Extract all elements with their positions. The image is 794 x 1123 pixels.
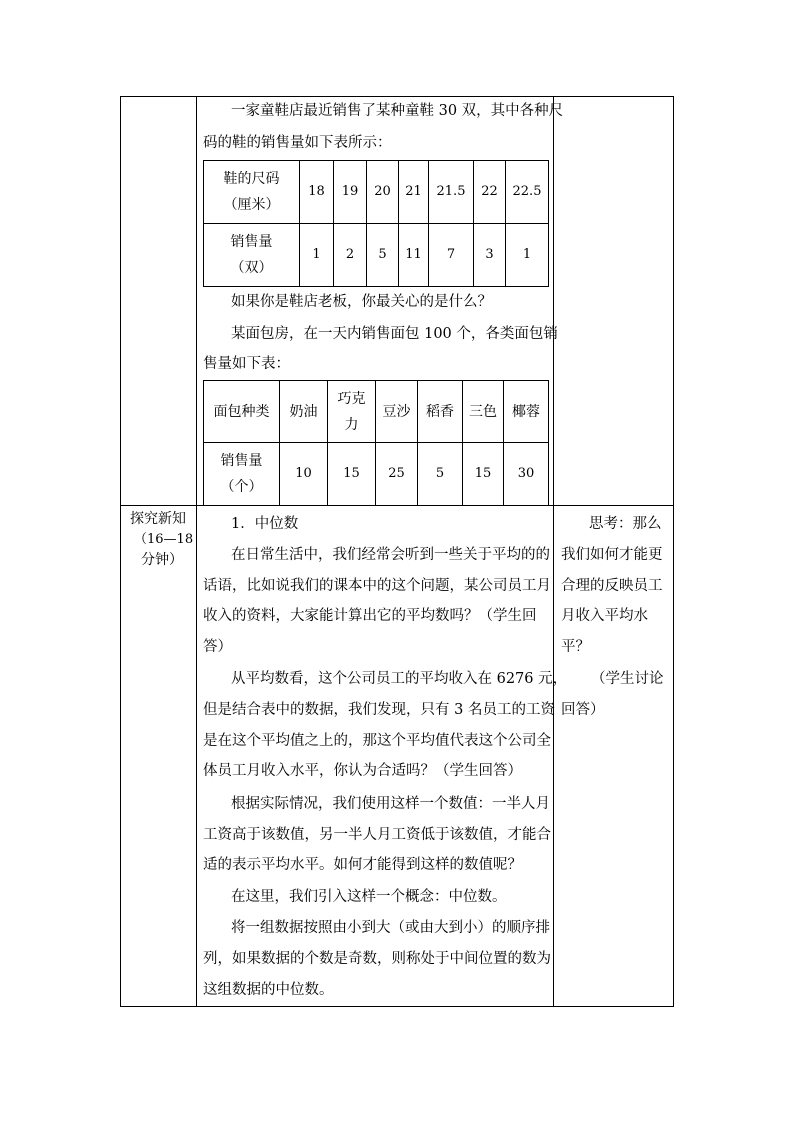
note-line: 思考：那么 (589, 516, 662, 532)
shoe-sales-cell: 5 (367, 224, 399, 287)
note-line: 合理的反映员工 (561, 578, 663, 594)
note-line: （学生讨论 (591, 671, 664, 687)
note-line: 回答） (561, 702, 605, 718)
shoe-sales-cell: 11 (399, 224, 429, 287)
size-cell: 18 (300, 161, 334, 224)
bread-sales-header-label: 销售量 (220, 453, 263, 469)
size-header-cell (204, 161, 300, 224)
size-cell: 21.5 (429, 161, 474, 224)
bread-type-header-cell: 面包种类 (204, 381, 280, 443)
column-divider-right (553, 96, 554, 1007)
shoe-sales-header-unit: （双） (230, 260, 273, 276)
note-line: 我们如何才能更 (561, 547, 663, 563)
size-cell: 22.5 (506, 161, 549, 224)
shoe-sales-cell: 1 (506, 224, 549, 287)
bread-sales-cell: 25 (376, 443, 418, 506)
note-line: 平？ (561, 639, 590, 655)
bread-type-cell: 椰蓉 (504, 381, 549, 443)
body-line: 工资高于该数值，另一半人月工资低于该数值，才能合 (203, 827, 551, 843)
shoe-question: 如果你是鞋店老板，你最关心的是什么？ (231, 294, 492, 310)
size-cell: 19 (334, 161, 367, 224)
bread-type-cell: 奶油 (280, 381, 328, 443)
shoe-intro-line-1: 一家童鞋店最近销售了某种童鞋 30 双，其中各种尺 (231, 103, 564, 119)
stage-label-line-1: 探究新知 (130, 511, 186, 527)
shoe-sales-header-cell (204, 224, 300, 287)
size-header-label: 鞋的尺码 (223, 171, 280, 187)
bread-sales-header-cell (204, 443, 280, 506)
body-line: 在这里，我们引入这样一个概念：中位数。 (231, 889, 507, 905)
size-cell: 20 (367, 161, 399, 224)
bread-type-cell: 稻香 (418, 381, 463, 443)
stage-label-line-2: （16—18 (134, 532, 194, 547)
body-line: 根据实际情况，我们使用这样一个数值：一半人月 (231, 796, 550, 812)
shoe-sales-cell: 1 (300, 224, 334, 287)
body-line: 1．中位数 (231, 516, 299, 532)
body-line: 这组数据的中位数。 (203, 982, 334, 998)
body-line: 是在这个平均值之上的，那这个平均值代表这个公司全 (203, 733, 551, 749)
bread-sales-table (203, 380, 549, 506)
body-line: 将一组数据按照由小到大（或由大到小）的顺序排 (231, 920, 550, 936)
bread-sales-cell: 15 (463, 443, 504, 506)
stage-label-line-3: 分钟） (141, 552, 183, 568)
size-cell: 22 (474, 161, 506, 224)
bread-intro-line-1: 某面包房，在一天内销售面包 100 个，各类面包销 (231, 326, 558, 342)
shoe-sales-header-label: 销售量 (230, 234, 273, 250)
bread-sales-cell: 15 (328, 443, 376, 506)
body-line: 答） (203, 639, 232, 655)
body-line: 话语，比如说我们的课本中的这个问题，某公司员工月 (203, 578, 551, 594)
body-line: 列，如果数据的个数是奇数，则称处于中间位置的数为 (203, 951, 551, 967)
shoe-sales-cell: 3 (474, 224, 506, 287)
shoe-intro-line-2: 码的鞋的销售量如下表所示： (203, 135, 392, 151)
bread-intro-line-2: 售量如下表： (203, 356, 290, 372)
size-header-unit: （厘米） (223, 197, 280, 213)
column-divider-left (196, 96, 197, 1007)
shoe-size-table (203, 160, 549, 287)
note-line: 月收入平均水 (561, 608, 648, 624)
body-line: 适的表示平均水平。如何才能得到这样的数值呢？ (203, 857, 522, 873)
body-line: 体员工月收入水平，你认为合适吗？（学生回答） (203, 763, 522, 779)
shoe-sales-cell: 2 (334, 224, 367, 287)
bread-type-cell: 巧克力 (328, 381, 376, 443)
bread-sales-cell: 30 (504, 443, 549, 506)
size-cell: 21 (399, 161, 429, 224)
bread-sales-cell: 5 (418, 443, 463, 506)
bread-type-cell: 豆沙 (376, 381, 418, 443)
bread-sales-header-unit: （个） (220, 479, 263, 495)
body-line: 从平均数看，这个公司员工的平均收入在 6276 元， (231, 671, 568, 687)
bread-type-cell: 三色 (463, 381, 504, 443)
shoe-sales-cell: 7 (429, 224, 474, 287)
body-line: 在日常生活中，我们经常会听到一些关于平均的的 (231, 547, 550, 563)
body-line: 收入的资料，大家能计算出它的平均数吗？（学生回 (203, 608, 537, 624)
body-line: 但是结合表中的数据，我们发现，只有 3 名员工的工资 (203, 702, 555, 718)
bread-sales-cell: 10 (280, 443, 328, 506)
